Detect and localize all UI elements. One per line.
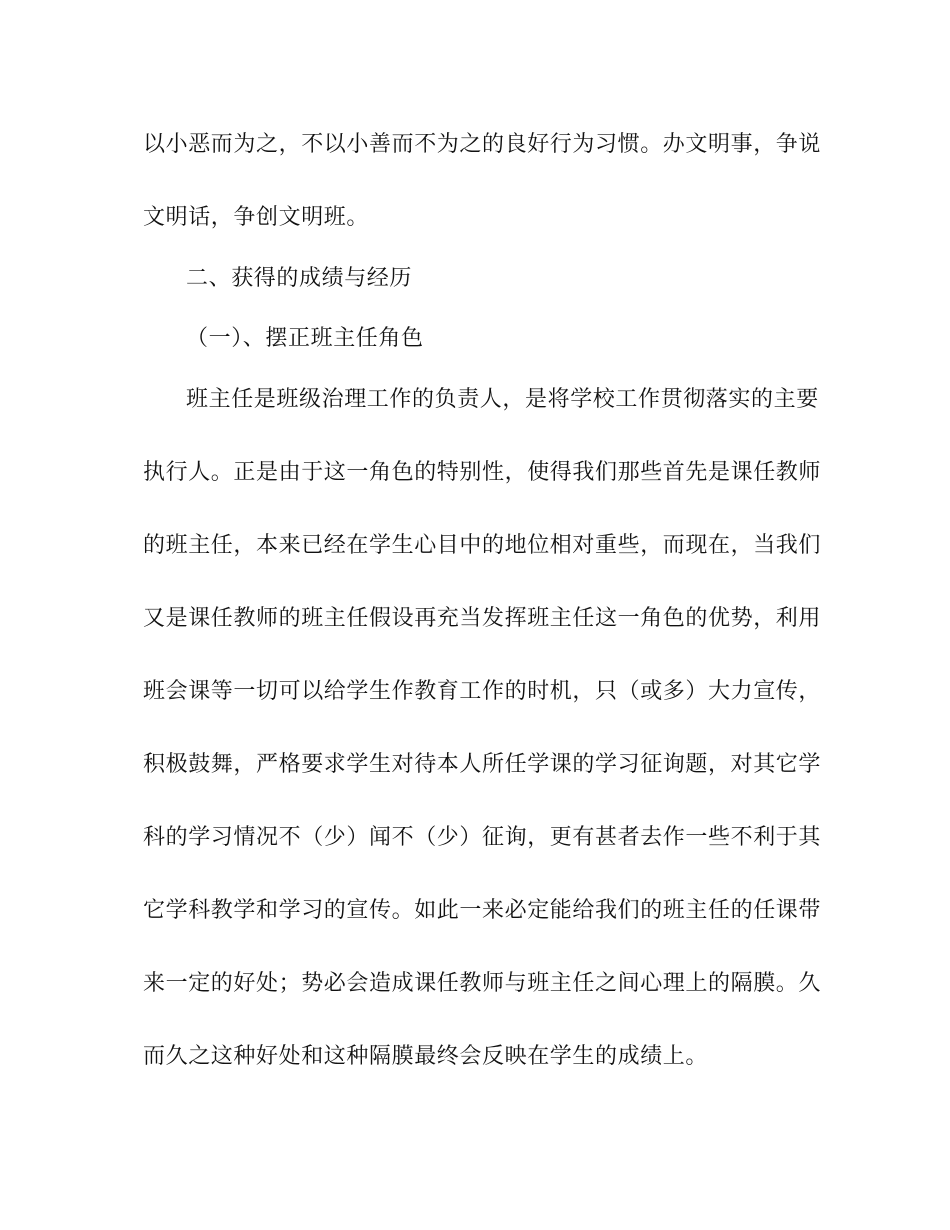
section-heading: 二、获得的成绩与经历	[186, 266, 413, 291]
paragraph-line-continuation: 文明话，争创文明班。	[143, 205, 370, 230]
paragraph-line: 积极鼓舞，严格要求学生对待本人所任学课的学习征询题，对其它学	[143, 752, 822, 777]
subsection-heading: （一）、摆正班主任角色	[186, 326, 424, 351]
paragraph-line: 它学科教学和学习的宣传。如此一来必定能给我们的班主任的任课带	[143, 898, 822, 923]
paragraph-line-last: 而久之这种好处和这种隔膜最终会反映在学生的成绩上。	[143, 1044, 709, 1069]
paragraph-line: 执行人。正是由于这一角色的特别性，使得我们那些首先是课任教师	[143, 460, 822, 485]
paragraph-line: 班会课等一切可以给学生作教育工作的时机，只（或多）大力宣传，	[143, 679, 822, 704]
paragraph-line: 又是课任教师的班主任假设再充当发挥班主任这一角色的优势，利用	[143, 606, 822, 631]
paragraph-first-line: 班主任是班级治理工作的负责人，是将学校工作贯彻落实的主要	[186, 387, 819, 412]
paragraph-line: 的班主任，本来已经在学生心目中的地位相对重些，而现在，当我们	[143, 533, 822, 558]
paragraph-line-continuation: 以小恶而为之，不以小善而不为之的良好行为习惯。办文明事，争说	[143, 132, 822, 157]
paragraph-line: 科的学习情况不（少）闻不（少）征询，更有甚者去作一些不利于其	[143, 825, 822, 850]
paragraph-line: 来一定的好处；势必会造成课任教师与班主任之间心理上的隔膜。久	[143, 971, 822, 996]
